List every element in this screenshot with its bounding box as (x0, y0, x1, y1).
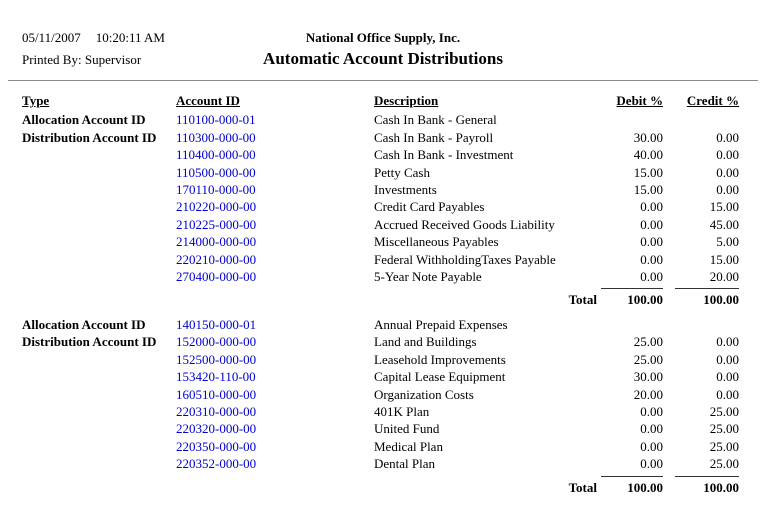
table-row (0, 455, 766, 472)
account-description: Accrued Received Goods Liability (374, 216, 555, 232)
total-row (0, 476, 766, 496)
table-row (0, 403, 766, 420)
table-row (0, 181, 766, 198)
debit-percent: 0.00 (640, 456, 663, 472)
table-header-row (0, 92, 766, 109)
credit-percent: 45.00 (709, 216, 739, 232)
table-row (0, 268, 766, 285)
header-divider (8, 80, 758, 81)
credit-percent: 25.00 (709, 438, 739, 454)
debit-percent: 0.00 (640, 199, 663, 215)
table-row (0, 251, 766, 268)
printed-by: Printed By: Supervisor (22, 52, 142, 67)
account-id-link[interactable]: 170110-000-00 (176, 182, 256, 198)
row-type-label: Distribution Account ID (22, 129, 157, 145)
credit-percent: 25.00 (709, 403, 739, 419)
credit-percent: 20.00 (709, 269, 739, 285)
credit-percent: 0.00 (716, 164, 739, 180)
account-id-link[interactable]: 110100-000-01 (176, 112, 256, 128)
table-row (0, 316, 766, 333)
account-description: Land and Buildings (374, 334, 477, 350)
table-row (0, 129, 766, 146)
debit-percent: 30.00 (633, 129, 663, 145)
debit-percent: 30.00 (633, 369, 663, 385)
total-debit: 100.00 (601, 288, 663, 308)
debit-percent: 15.00 (633, 182, 663, 198)
account-description: Capital Lease Equipment (374, 369, 506, 385)
debit-percent: 0.00 (640, 421, 663, 437)
account-id-link[interactable]: 110400-000-00 (176, 147, 256, 163)
column-header-debit: Debit % (616, 93, 663, 108)
company-name: National Office Supply, Inc. (305, 30, 461, 45)
report-time: 10:20:11 AM (95, 30, 165, 45)
total-label: Total (568, 479, 597, 495)
total-credit: 100.00 (675, 476, 739, 496)
row-type-label: Allocation Account ID (22, 316, 146, 332)
account-id-link[interactable]: 153420-110-00 (176, 369, 256, 385)
account-description: 401K Plan (374, 403, 430, 419)
debit-percent: 0.00 (640, 234, 663, 250)
account-description: Petty Cash (374, 164, 430, 180)
account-description: Organization Costs (374, 386, 474, 402)
credit-percent: 15.00 (709, 199, 739, 215)
debit-percent: 0.00 (640, 251, 663, 267)
total-label: Total (568, 292, 597, 308)
debit-percent: 20.00 (633, 386, 663, 402)
credit-percent: 15.00 (709, 251, 739, 267)
account-id-link[interactable]: 210225-000-00 (176, 216, 257, 232)
account-description: Annual Prepaid Expenses (374, 316, 508, 332)
column-header-credit: Credit % (686, 93, 739, 108)
column-header-type: Type (22, 93, 50, 108)
report-title: Automatic Account Distributions (263, 49, 503, 68)
account-id-link[interactable]: 152000-000-00 (176, 334, 257, 350)
debit-percent: 25.00 (633, 334, 663, 350)
account-description: Credit Card Payables (374, 199, 485, 215)
account-description: Investments (374, 182, 437, 198)
credit-percent: 0.00 (716, 182, 739, 198)
table-row (0, 438, 766, 455)
row-type-label: Distribution Account ID (22, 334, 157, 350)
account-description: Cash In Bank - Investment (374, 147, 514, 163)
table-row (0, 216, 766, 233)
debit-percent: 25.00 (633, 351, 663, 367)
column-header-account-id: Account ID (176, 93, 240, 108)
debit-percent: 0.00 (640, 216, 663, 232)
credit-percent: 0.00 (716, 386, 739, 402)
table-row (0, 351, 766, 368)
account-id-link[interactable]: 160510-000-00 (176, 386, 257, 402)
credit-percent: 0.00 (716, 369, 739, 385)
account-id-link[interactable]: 220350-000-00 (176, 438, 257, 454)
account-description: Cash In Bank - Payroll (374, 129, 494, 145)
table-row (0, 198, 766, 215)
account-description: United Fund (374, 421, 440, 437)
table-body (0, 111, 766, 496)
account-description: Medical Plan (374, 438, 443, 454)
table-row (0, 386, 766, 403)
table-row (0, 164, 766, 181)
table-row (0, 111, 766, 128)
row-type-label: Allocation Account ID (22, 112, 146, 128)
table-row (0, 233, 766, 250)
distribution-table (0, 92, 766, 503)
table-row (0, 333, 766, 350)
total-credit: 100.00 (675, 288, 739, 308)
debit-percent: 0.00 (640, 438, 663, 454)
total-row (0, 288, 766, 308)
account-id-link[interactable]: 140150-000-01 (176, 316, 257, 332)
account-id-link[interactable]: 110500-000-00 (176, 164, 256, 180)
account-description: Dental Plan (374, 456, 436, 472)
credit-percent: 25.00 (709, 421, 739, 437)
account-description: Cash In Bank - General (374, 112, 497, 128)
credit-percent: 5.00 (716, 234, 739, 250)
table-row (0, 146, 766, 163)
account-id-link[interactable]: 210220-000-00 (176, 199, 257, 215)
account-id-link[interactable]: 220210-000-00 (176, 251, 257, 267)
account-id-link[interactable]: 220352-000-00 (176, 456, 257, 472)
report-date: 05/11/2007 (22, 30, 81, 45)
debit-percent: 0.00 (640, 403, 663, 419)
table-row (0, 368, 766, 385)
debit-percent: 40.00 (633, 147, 663, 163)
total-debit: 100.00 (601, 476, 663, 496)
credit-percent: 25.00 (709, 456, 739, 472)
account-description: Leasehold Improvements (374, 351, 506, 367)
credit-percent: 0.00 (716, 147, 739, 163)
table-row (0, 420, 766, 437)
credit-percent: 0.00 (716, 129, 739, 145)
account-id-link[interactable]: 220310-000-00 (176, 403, 257, 419)
account-id-link[interactable]: 152500-000-00 (176, 351, 257, 367)
column-header-description: Description (374, 93, 439, 108)
debit-percent: 0.00 (640, 269, 663, 285)
credit-percent: 0.00 (716, 334, 739, 350)
account-description: 5-Year Note Payable (374, 269, 482, 285)
account-id-link[interactable]: 220320-000-00 (176, 421, 257, 437)
account-id-link[interactable]: 214000-000-00 (176, 234, 257, 250)
account-description: Federal WithholdingTaxes Payable (374, 251, 556, 267)
account-description: Miscellaneous Payables (374, 234, 499, 250)
account-id-link[interactable]: 110300-000-00 (176, 129, 256, 145)
credit-percent: 0.00 (716, 351, 739, 367)
account-id-link[interactable]: 270400-000-00 (176, 269, 257, 285)
debit-percent: 15.00 (633, 164, 663, 180)
